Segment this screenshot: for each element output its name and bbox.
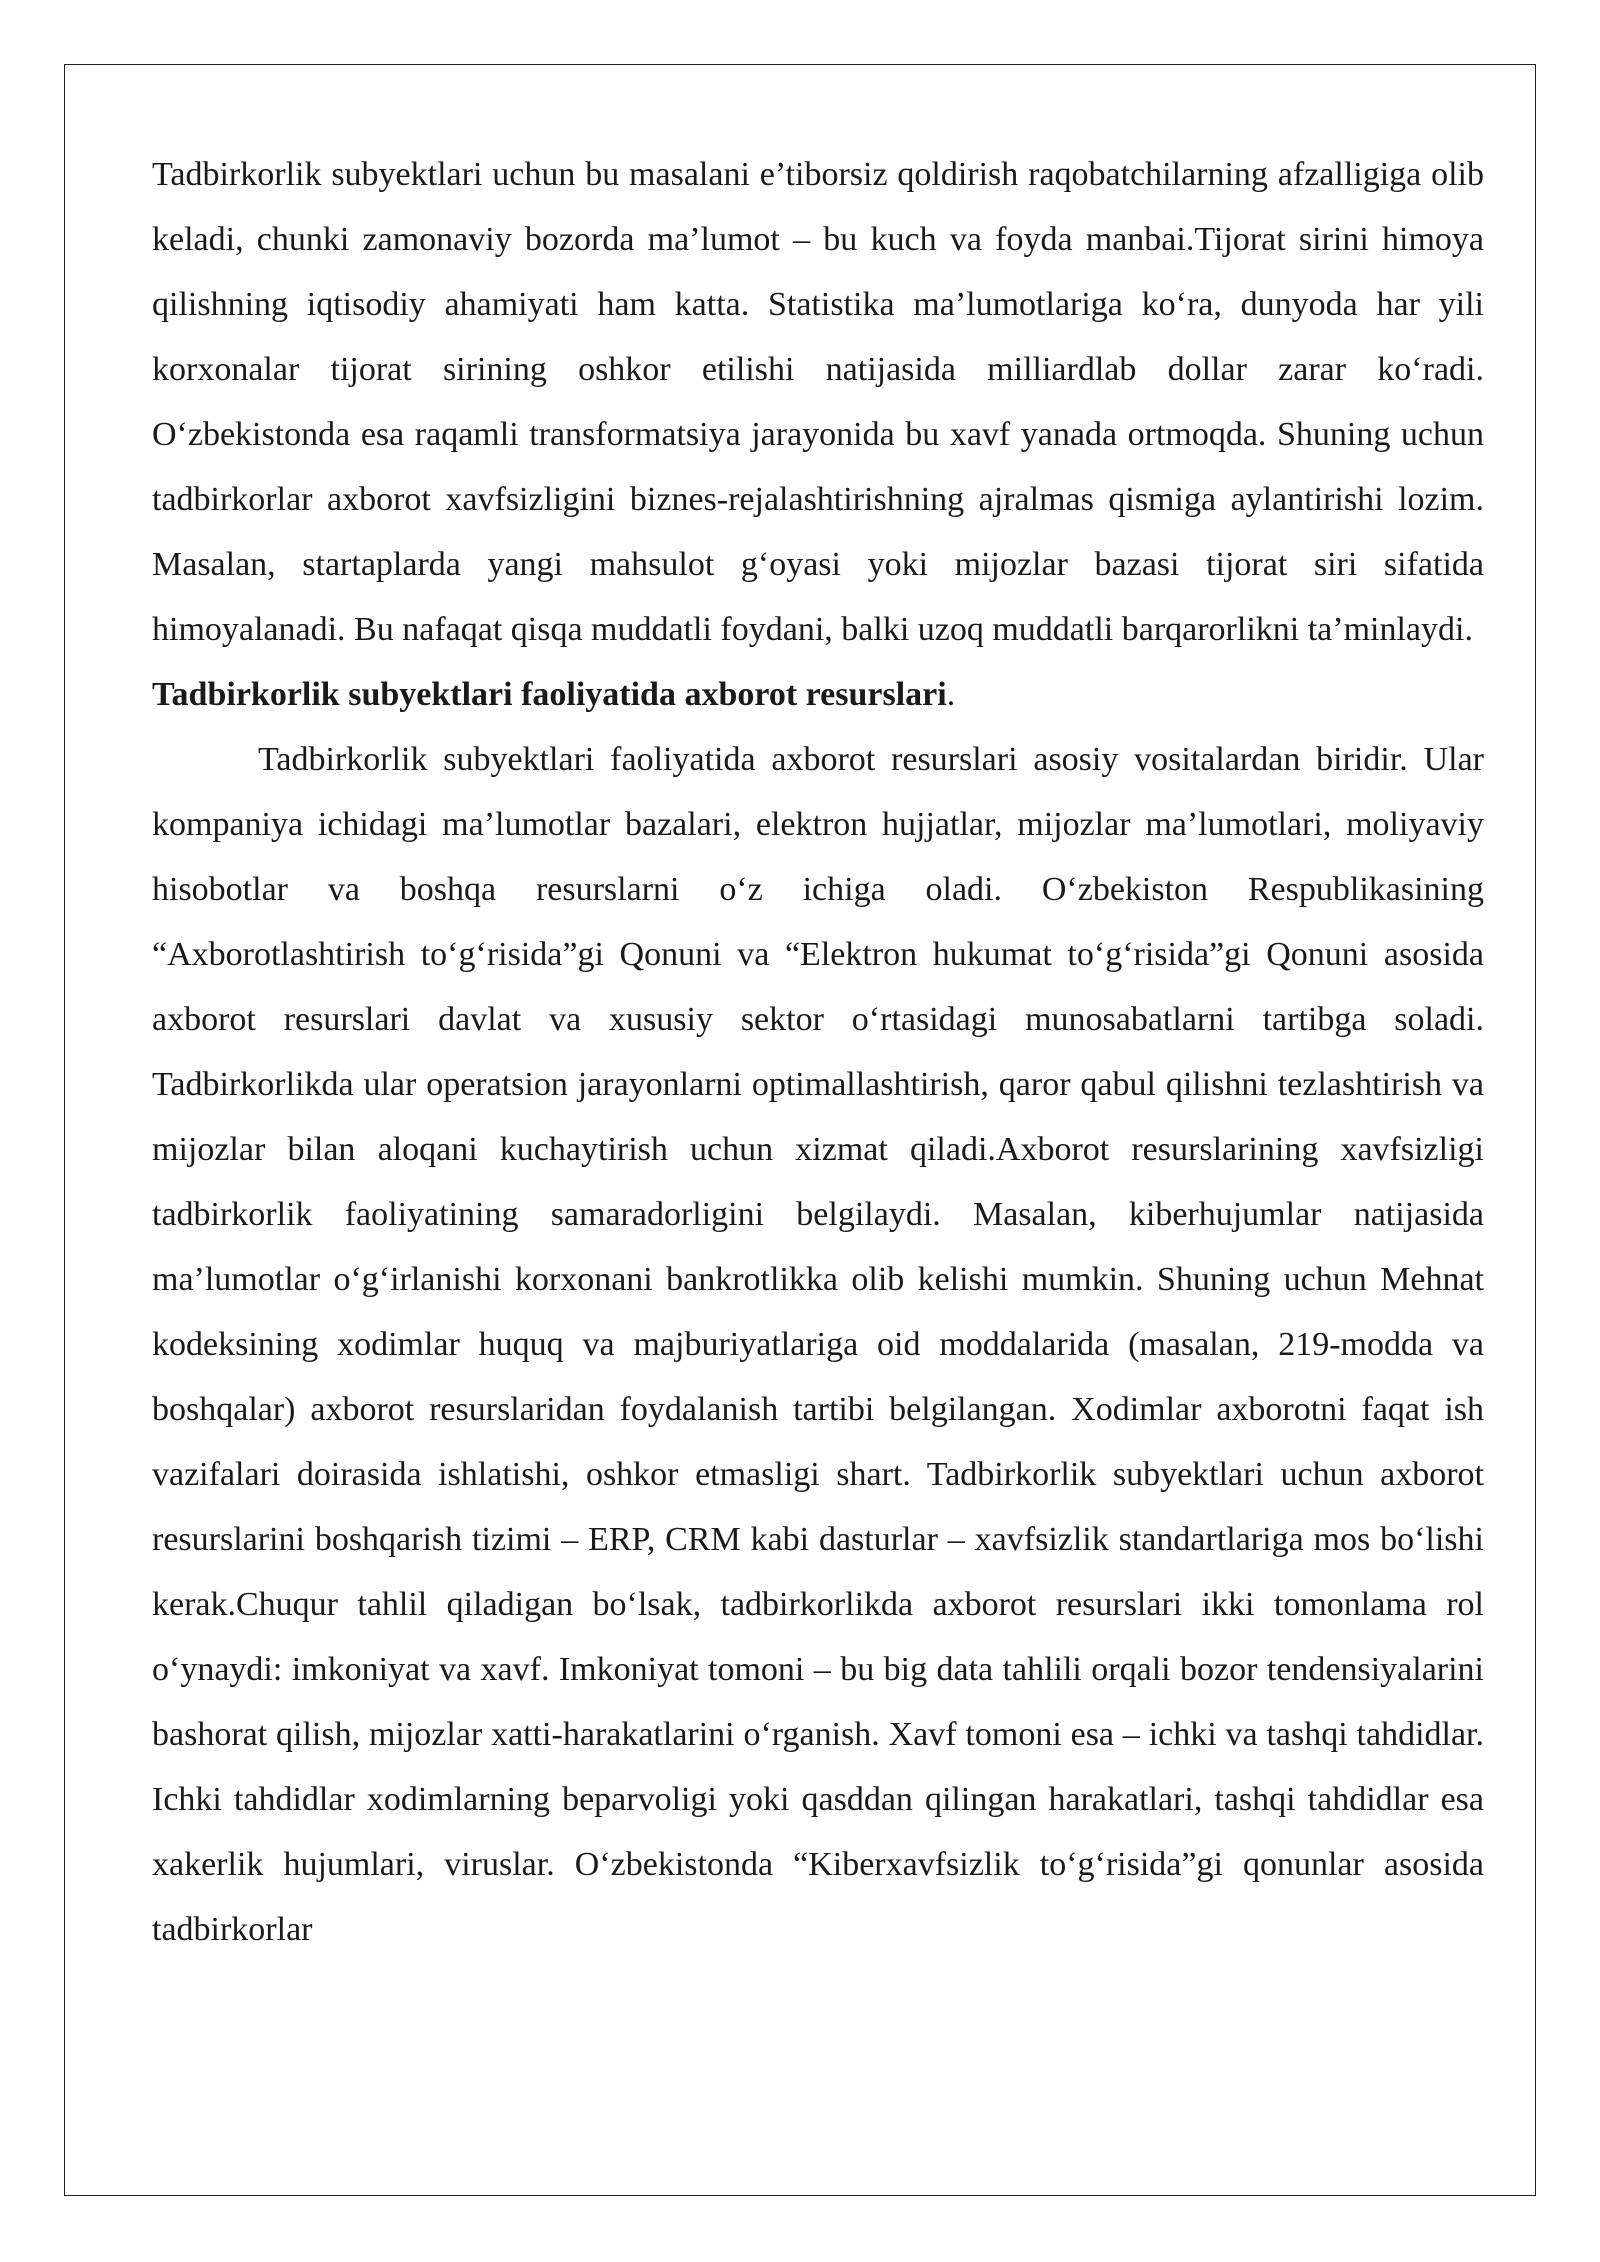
document-body	[152, 142, 1484, 1962]
section-heading	[152, 662, 1484, 727]
paragraph-1: Tadbirkorlik subyektlari uchun bu masalani e’tiborsiz qoldirish raqobatchilarning afzalligiga olib keladi, chunki zamonaviy bozorda ma’lumot – bu kuch va foyda manbai.Tijorat sirini himoya qilishning iqtisodiy ahamiyati ham katta. Statistika ma’lumotlariga ko‘ra, dunyoda har yili korxonalar tijorat sirining oshkor etilishi natijasida milliardlab dollar zarar ko‘radi. O‘zbekistonda esa raqamli transformatsiya jarayonida bu xavf yanada ortmoqda. Shuning uchun tadbirkorlar axborot xavfsizligini biznes-rejalashtirishning ajralmas qismiga aylantirishi lozim. Masalan, startaplarda yangi mahsulot g‘oyasi yoki mijozlar bazasi tijorat siri sifatida himoyalanadi. Bu nafaqat qisqa muddatli foydani, balki uzoq muddatli barqarorlikni ta’minlaydi.	[152, 156, 1484, 648]
section-heading-period: .	[946, 676, 956, 713]
section-heading-text: Tadbirkorlik subyektlari faoliyatida axborot resurslari	[152, 676, 947, 713]
paragraph-2: Tadbirkorlik subyektlari faoliyatida axborot resurslari asosiy vositalardan biridir. Ular kompaniya ichidagi ma’lumotlar bazalari, elektron hujjatlar, mijozlar ma’lumotlari, moliyaviy hisobotlar va boshqa resurslarni o‘z ichiga oladi. O‘zbekiston Respublikasining “Axborotlashtirish to‘g‘risida”gi Qonuni va “Elektron hukumat to‘g‘risida”gi Qonuni asosida axborot resurslari davlat va xususiy sektor o‘rtasidagi munosabatlarni tartibga soladi. Tadbirkorlikda ular operatsion jarayonlarni optimallashtirish, qaror qabul qilishni tezlashtirish va mijozlar bilan aloqani kuchaytirish uchun xizmat qiladi.Axborot resurslarining xavfsizligi tadbirkorlik faoliyatining samaradorligini belgilaydi. Masalan, kiberhujumlar natijasida ma’lumotlar o‘g‘irlanishi korxonani bankrotlikka olib kelishi mumkin. Shuning uchun Mehnat kodeksining xodimlar huquq va majburiyatlariga oid moddalarida (masalan, 219-modda va boshqalar) axborot resurslaridan foydalanish tartibi belgilangan. Xodimlar axborotni faqat ish vazifalari doirasida ishlatishi, oshkor etmasligi shart. Tadbirkorlik subyektlari uchun axborot resurslarini boshqarish tizimi – ERP, CRM kabi dasturlar – xavfsizlik standartlariga mos bo‘lishi kerak.Chuqur tahlil qiladigan bo‘lsak, tadbirkorlikda axborot resurslari ikki tomonlama rol o‘ynaydi: imkoniyat va xavf. Imkoniyat tomoni – bu big data tahlili orqali bozor tendensiyalarini bashorat qilish, mijozlar xatti-harakatlarini o‘rganish. Xavf tomoni esa – ichki va tashqi tahdidlar. Ichki tahdidlar xodimlarning beparvoligi yoki qasddan qilingan harakatlari, tashqi tahdidlar esa xakerlik hujumlari, viruslar. O‘zbekistonda “Kiberxavfsizlik to‘g‘risida”gi qonunlar asosida tadbirkorlar	[152, 741, 1484, 1948]
